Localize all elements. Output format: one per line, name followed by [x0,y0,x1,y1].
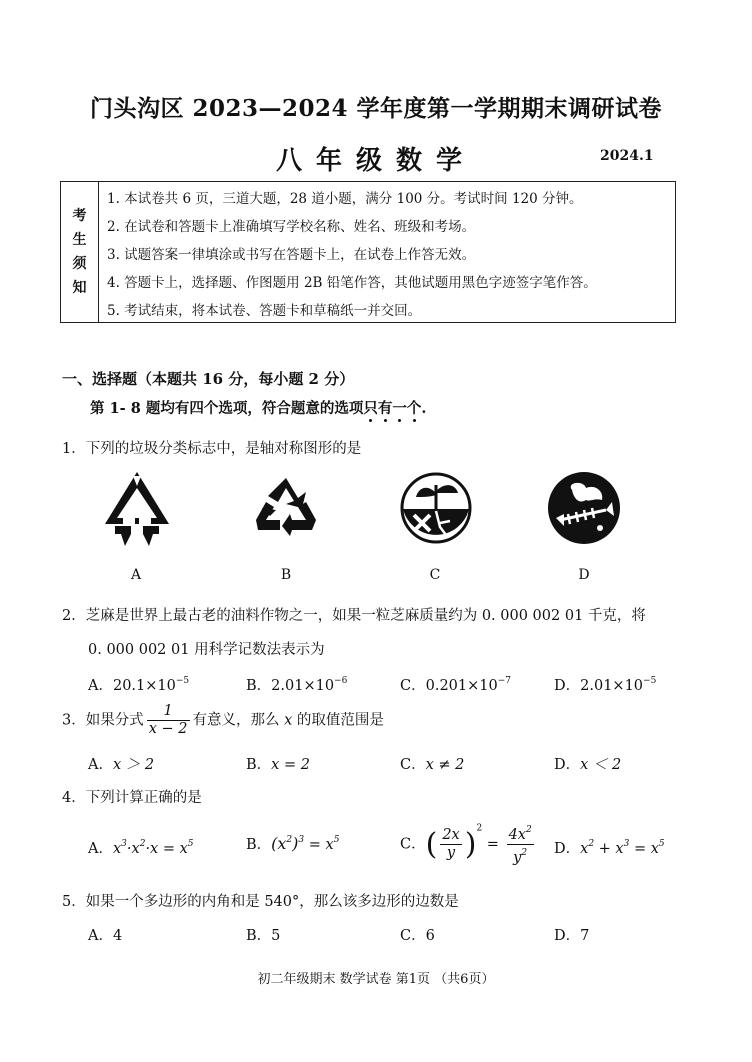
plant-prohibited-icon [400,471,472,545]
q1-option-label: C [429,567,441,583]
notice-item: 3. 试题答案一律填涂或书写在答题卡上，在试卷上作答无效。 [107,247,476,263]
q5-option-a: A．4 [88,928,123,944]
notice-item: 1. 本试卷共 6 页，三道大题，28 道小题，满分 100 分。考试时间 120 分钟。 [107,191,583,207]
q1-option-label: D [578,567,590,583]
notice-heading-char: 考 [72,208,87,224]
q2-option-b: B．$2.01\times 10^{-6}$ [246,676,348,694]
q4-option-a: A．$x^3\cdot x^2\cdot x = x^5$ [88,839,194,857]
candidate-notice-box [60,181,676,323]
q2-option-a: A．$20.1\times 10^{-5}$ [88,676,190,694]
q1-option-label: B [280,567,292,583]
q4-option-b: B．$(x^2)^3 = x^5$ [246,834,340,853]
question-1-stem: 1．下列的垃圾分类标志中，是轴对称图形的是 [62,441,362,457]
notice-heading-char: 须 [72,256,87,272]
q3-option-b: B．x = 2 [246,757,310,773]
notice-heading-char: 知 [72,280,87,296]
recycling-arrows-icon [250,474,322,540]
notice-item: 5. 考试结束，将本试卷、答题卡和草稿纸一并交回。 [107,303,422,319]
notice-list [107,185,673,325]
fraction: $\frac{1}{x - 2}$ [148,703,188,737]
q5-option-c: C．6 [400,928,435,944]
exam-date: 2024.1 [600,148,654,164]
section-instruction: 第 1- 8 题均有四个选项，符合题意的选项只有一个. [90,400,427,417]
notice-heading-char: 生 [72,232,87,248]
exam-title: 门头沟区 2023—2024 学年度第一学期期末调研试卷 [89,95,663,122]
page-footer: 初二年级期末 数学试卷 第1页 （共6页） [257,972,495,987]
q3-option-a: A．x ＞ 2 [88,757,155,773]
fish-bone-food-waste-icon [546,470,622,546]
q5-option-d: D．7 [554,928,590,944]
q4-option-c: C．( $\frac{2x}{y}$ )$^2$ = $\frac{4x^2}{y^2}$ [400,823,532,866]
question-2-stem-cont: 0. 000 002 01 用科学记数法表示为 [88,642,325,658]
section-heading: 一、选择题（本题共 16 分，每小题 2 分） [62,370,355,388]
question-3-stem: 3．如果分式 $\frac{1}{x - 2}$ 有意义，那么 x 的取值范围是 [62,703,384,737]
notice-item: 2. 在试卷和答题卡上准确填写学校名称、姓名、班级和考场。 [107,219,476,235]
exam-subtitle: 八年级数学 [275,146,476,176]
notice-heading [61,182,99,322]
question-5-stem: 5．如果一个多边形的内角和是 540°，那么该多边形的边数是 [62,894,459,910]
q5-option-b: B．5 [246,928,281,944]
q2-option-d: D．$2.01\times 10^{-5}$ [554,676,657,694]
question-2-stem: 2．芝麻是世界上最古老的油料作物之一，如果一粒芝麻质量约为 0. 000 002 01 千克，将 [62,608,646,624]
notice-item: 4. 答题卡上，选择题、作图题用 2B 铅笔作答，其他试题用黑色字迹签字笔作答。 [107,275,597,291]
q1-option-label: A [130,567,142,583]
q3-option-d: D．x ＜ 2 [554,757,622,773]
q3-option-c: C．x ≠ 2 [400,757,465,773]
q2-option-c: C．$0.201\times 10^{-7}$ [400,676,512,694]
question-4-stem: 4．下列计算正确的是 [62,790,202,806]
q4-option-d: D．$x^2 + x^3 = x^5$ [554,839,665,857]
arrow-triangle-recycling-icon [103,468,171,548]
